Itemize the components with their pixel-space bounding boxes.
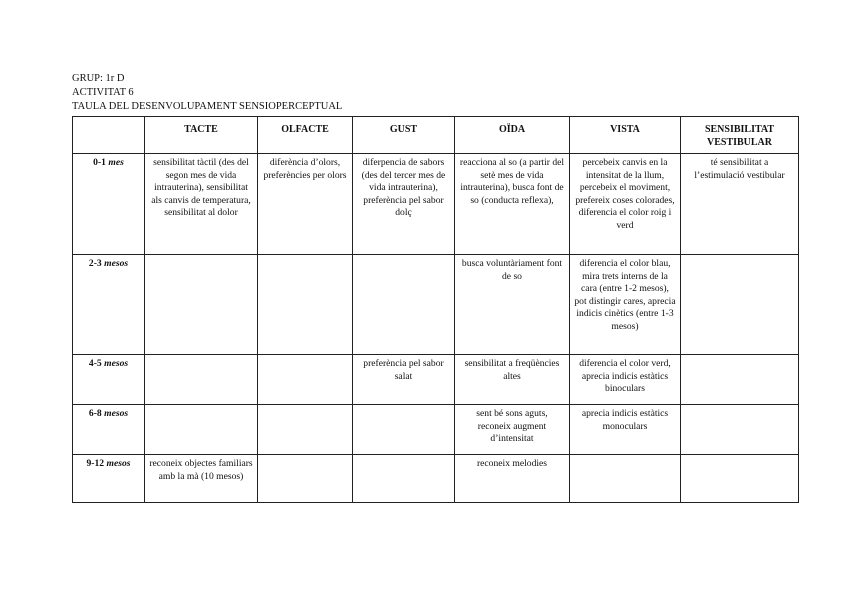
cell-tacte bbox=[145, 355, 258, 405]
cell-vista: percebeix canvis en la intensitat de la llum, percebeix el moviment, prefereix coses colorades, diferencia el color roig i verd bbox=[570, 154, 681, 255]
age-cell bbox=[73, 255, 145, 355]
cell-gust: diferpencia de sabors (des del tercer mes de vida intrauterina), preferència pel sabor dolç bbox=[353, 154, 455, 255]
cell-vestibular: té sensibilitat a l’estimulació vestibular bbox=[681, 154, 799, 255]
cell-gust: preferència pel sabor salat bbox=[353, 355, 455, 405]
cell-tacte bbox=[145, 255, 258, 355]
cell-olfacte bbox=[258, 355, 353, 405]
age-unit: mesos bbox=[104, 358, 129, 369]
column-header-oida: OÏDA bbox=[455, 117, 570, 154]
cell-olfacte bbox=[258, 405, 353, 455]
age-unit: mesos bbox=[106, 458, 131, 469]
cell-oida: sent bé sons aguts, reconeix augment d’intensitat bbox=[455, 405, 570, 455]
column-header-age bbox=[73, 117, 145, 154]
cell-oida: reconeix melodies bbox=[455, 455, 570, 503]
cell-oida: sensibilitat a freqüències altes bbox=[455, 355, 570, 405]
age-range: 6-8 bbox=[88, 408, 102, 419]
sensoriperceptual-table bbox=[72, 116, 799, 503]
age-unit: mesos bbox=[104, 408, 129, 419]
cell-vestibular bbox=[681, 405, 799, 455]
table-header-row bbox=[73, 117, 799, 154]
cell-vestibular bbox=[681, 355, 799, 405]
cell-vista bbox=[570, 455, 681, 503]
group-label: GRUP: 1r D bbox=[72, 73, 125, 84]
age-range: 2-3 bbox=[88, 258, 102, 269]
cell-vestibular bbox=[681, 255, 799, 355]
table-row bbox=[73, 154, 799, 255]
cell-oida: busca voluntàriament font de so bbox=[455, 255, 570, 355]
cell-vista: diferencia el color blau, mira trets interns de la cara (entre 1-2 mesos), pot distingir cares, aprecia indicis cinètics (entre 1-3 mesos) bbox=[570, 255, 681, 355]
cell-oida: reacciona al so (a partir del setè mes de vida intrauterina), busca font de so (conducta reflexa), bbox=[455, 154, 570, 255]
table-row bbox=[73, 405, 799, 455]
column-header-vista: VISTA bbox=[570, 117, 681, 154]
table-title: TAULA DEL DESENVOLUPAMENT SENSIOPERCEPTUAL bbox=[72, 101, 343, 112]
document-header bbox=[72, 72, 342, 114]
age-unit: mesos bbox=[104, 258, 129, 269]
table-row bbox=[73, 455, 799, 503]
cell-gust bbox=[353, 255, 455, 355]
cell-olfacte bbox=[258, 255, 353, 355]
table-row bbox=[73, 255, 799, 355]
table-row bbox=[73, 355, 799, 405]
cell-tacte bbox=[145, 405, 258, 455]
cell-olfacte bbox=[258, 455, 353, 503]
cell-vestibular bbox=[681, 455, 799, 503]
column-header-gust: GUST bbox=[353, 117, 455, 154]
column-header-tacte: TACTE bbox=[145, 117, 258, 154]
cell-gust bbox=[353, 405, 455, 455]
cell-vista: diferencia el color verd, aprecia indicis estàtics binoculars bbox=[570, 355, 681, 405]
age-cell bbox=[73, 455, 145, 503]
age-unit: mes bbox=[108, 157, 124, 168]
column-header-vestibular: SENSIBILITAT VESTIBULAR bbox=[681, 117, 799, 154]
age-cell bbox=[73, 405, 145, 455]
cell-tacte: reconeix objectes familiars amb la mà (10 mesos) bbox=[145, 455, 258, 503]
age-range: 0-1 bbox=[93, 157, 106, 168]
age-cell bbox=[73, 154, 145, 255]
column-header-olfacte: OLFACTE bbox=[258, 117, 353, 154]
cell-vista: aprecia indicis estàtics monoculars bbox=[570, 405, 681, 455]
age-range: 9-12 bbox=[86, 458, 105, 469]
cell-tacte: sensibilitat tàctil (des del segon mes de vida intrauterina), sensibilitat als canvis de temperatura, sensibilitat al dolor bbox=[145, 154, 258, 255]
cell-gust bbox=[353, 455, 455, 503]
age-range: 4-5 bbox=[88, 358, 102, 369]
activity-label: ACTIVITAT 6 bbox=[72, 87, 134, 98]
cell-olfacte: diferència d’olors, preferències per olors bbox=[258, 154, 353, 255]
age-cell bbox=[73, 355, 145, 405]
